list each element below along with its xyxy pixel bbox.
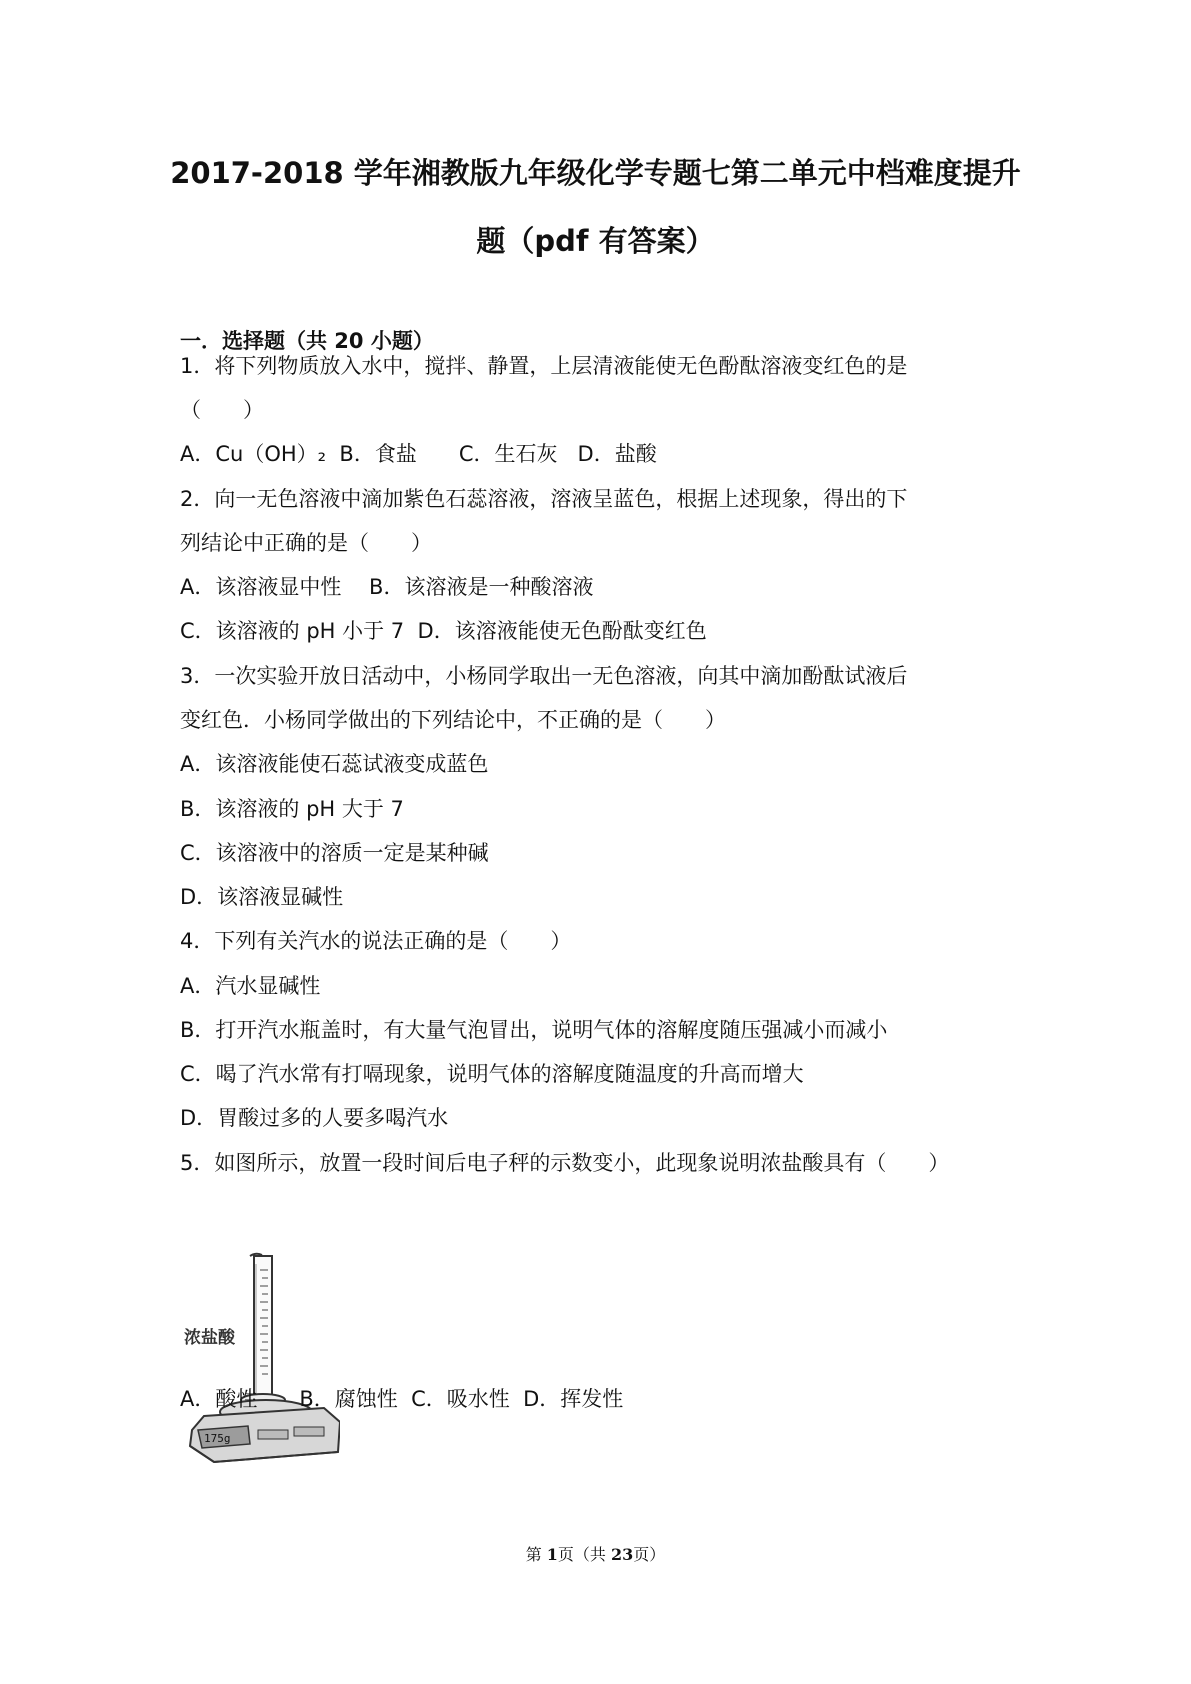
section-heading: 一．选择题（共 20 小题）	[180, 329, 434, 353]
question-3-option-c: C．该溶液中的溶质一定是某种碱	[180, 841, 489, 865]
question-1-stem: 1．将下列物质放入水中，搅拌、静置，上层清液能使无色酚酞溶液变红色的是	[180, 354, 908, 378]
electronic-scale-figure	[184, 1250, 340, 1465]
question-2-stem-cont: 列结论中正确的是（ ）	[180, 531, 432, 555]
question-2-options-ab: A．该溶液显中性 B．该溶液是一种酸溶液	[180, 575, 594, 599]
footer-suffix: 页）	[633, 1545, 666, 1564]
question-4-option-a: A．汽水显碱性	[180, 974, 321, 998]
question-4-option-c: C．喝了汽水常有打嗝现象，说明气体的溶解度随温度的升高而增大	[180, 1062, 804, 1086]
question-5-stem: 5．如图所示，放置一段时间后电子秤的示数变小，此现象说明浓盐酸具有（ ）	[180, 1151, 950, 1175]
footer-page-number: 1	[546, 1545, 558, 1564]
question-3-stem: 3．一次实验开放日活动中，小杨同学取出一无色溶液，向其中滴加酚酞试液后	[180, 664, 908, 688]
scale-button-2	[294, 1427, 324, 1436]
question-4-option-b: B．打开汽水瓶盖时，有大量气泡冒出，说明气体的溶解度随压强减小而减小	[180, 1018, 888, 1042]
document-title-line-1: 2017-2018 学年湘教版九年级化学专题七第二单元中档难度提升	[170, 156, 1021, 190]
question-3-option-b: B．该溶液的 pH 大于 7	[180, 797, 404, 821]
question-1-options: A．Cu（OH）₂ B．食盐 C．生石灰 D．盐酸	[180, 442, 657, 466]
scale-display: 175g	[204, 1432, 231, 1445]
question-2-stem: 2．向一无色溶液中滴加紫色石蕊溶液，溶液呈蓝色，根据上述现象，得出的下	[180, 487, 908, 511]
question-4-option-d: D．胃酸过多的人要多喝汽水	[180, 1106, 449, 1130]
document-title-line-2: 题（pdf 有答案）	[476, 224, 715, 258]
question-2-options-cd: C．该溶液的 pH 小于 7 D．该溶液能使无色酚酞变红色	[180, 619, 707, 643]
footer-total-pages: 23	[611, 1545, 634, 1564]
graduated-cylinder	[241, 1254, 285, 1406]
footer-middle: 页（共	[557, 1545, 612, 1564]
question-5-options: A．酸性 B．腐蚀性 C．吸水性 D．挥发性	[180, 1387, 624, 1411]
question-3-stem-cont: 变红色．小杨同学做出的下列结论中，不正确的是（ ）	[180, 708, 726, 732]
footer-prefix: 第	[525, 1545, 547, 1564]
scale-body	[190, 1408, 340, 1462]
question-3-option-d: D．该溶液显碱性	[180, 885, 344, 909]
question-4-stem: 4．下列有关汽水的说法正确的是（ ）	[180, 929, 572, 953]
figure-label: 浓盐酸	[184, 1328, 235, 1348]
question-1-blank: （ ）	[180, 398, 264, 422]
page-footer	[0, 1542, 1191, 1565]
question-3-option-a: A．该溶液能使石蕊试液变成蓝色	[180, 752, 489, 776]
scale-button-1	[258, 1430, 288, 1439]
